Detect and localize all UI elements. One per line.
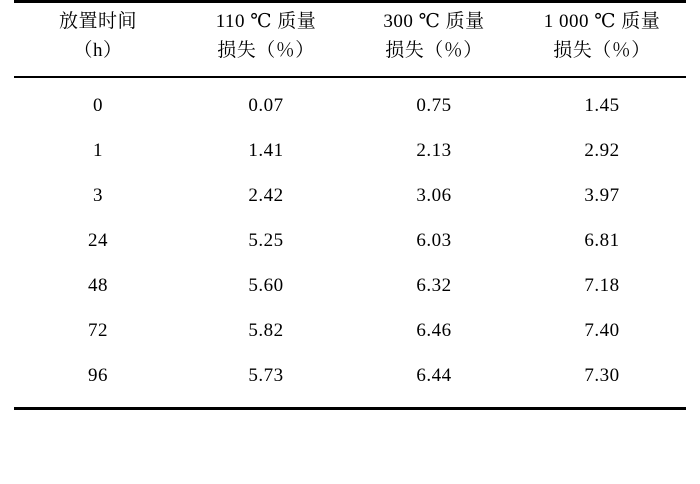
column-header-110c-line1: 110 ℃ 质量 — [215, 11, 317, 32]
cell-1000c: 1.45 — [584, 95, 620, 117]
column-header-110c — [182, 3, 350, 76]
cell-300c: 6.44 — [416, 365, 452, 387]
cell-1000c: 7.40 — [584, 320, 620, 342]
table-row — [14, 264, 686, 309]
cell-110c: 0.07 — [248, 95, 284, 117]
cell-300c: 0.75 — [416, 95, 452, 117]
cell-time: 72 — [88, 320, 108, 342]
cell-110c: 5.73 — [248, 365, 284, 387]
table-row — [14, 84, 686, 129]
cell-110c: 1.41 — [248, 140, 284, 162]
table-row — [14, 309, 686, 354]
cell-110c: 5.25 — [248, 230, 284, 252]
cell-time: 48 — [88, 275, 108, 297]
cell-time: 1 — [93, 140, 103, 162]
cell-110c: 2.42 — [248, 185, 284, 207]
table-header-row — [14, 3, 686, 76]
table-row — [14, 354, 686, 399]
cell-time: 0 — [93, 95, 103, 117]
cell-time: 96 — [88, 365, 108, 387]
column-header-110c-line2: 损失（％） — [217, 40, 315, 62]
cell-1000c: 7.30 — [584, 365, 620, 387]
table-bottom-rule — [14, 407, 686, 410]
cell-300c: 6.46 — [416, 320, 452, 342]
column-header-1000c-line2: 损失（％） — [553, 40, 651, 62]
table-header-rule — [14, 76, 686, 78]
cell-time: 3 — [93, 185, 103, 207]
cell-110c: 5.60 — [248, 275, 284, 297]
cell-300c: 3.06 — [416, 185, 452, 207]
cell-300c: 6.32 — [416, 275, 452, 297]
table-header — [14, 3, 686, 76]
cell-1000c: 6.81 — [584, 230, 620, 252]
table-row — [14, 219, 686, 264]
cell-300c: 6.03 — [416, 230, 452, 252]
column-header-time-line2: （h） — [73, 40, 123, 62]
cell-time: 24 — [88, 230, 108, 252]
table-row — [14, 129, 686, 174]
cell-1000c: 7.18 — [584, 275, 620, 297]
cell-1000c: 3.97 — [584, 185, 620, 207]
cell-300c: 2.13 — [416, 140, 452, 162]
table-body — [14, 84, 686, 399]
column-header-300c — [350, 3, 518, 76]
mass-loss-table — [14, 3, 686, 76]
column-header-300c-line2: 损失（％） — [385, 40, 483, 62]
column-header-300c-line1: 300 ℃ 质量 — [383, 11, 485, 32]
column-header-1000c — [518, 3, 686, 76]
cell-1000c: 2.92 — [584, 140, 620, 162]
cell-110c: 5.82 — [248, 320, 284, 342]
column-header-time-line1: 放置时间 — [58, 11, 137, 32]
mass-loss-table-body — [14, 84, 686, 399]
column-header-1000c-line1: 1 000 ℃ 质量 — [543, 11, 661, 32]
column-header-time — [14, 3, 182, 76]
table-row — [14, 174, 686, 219]
